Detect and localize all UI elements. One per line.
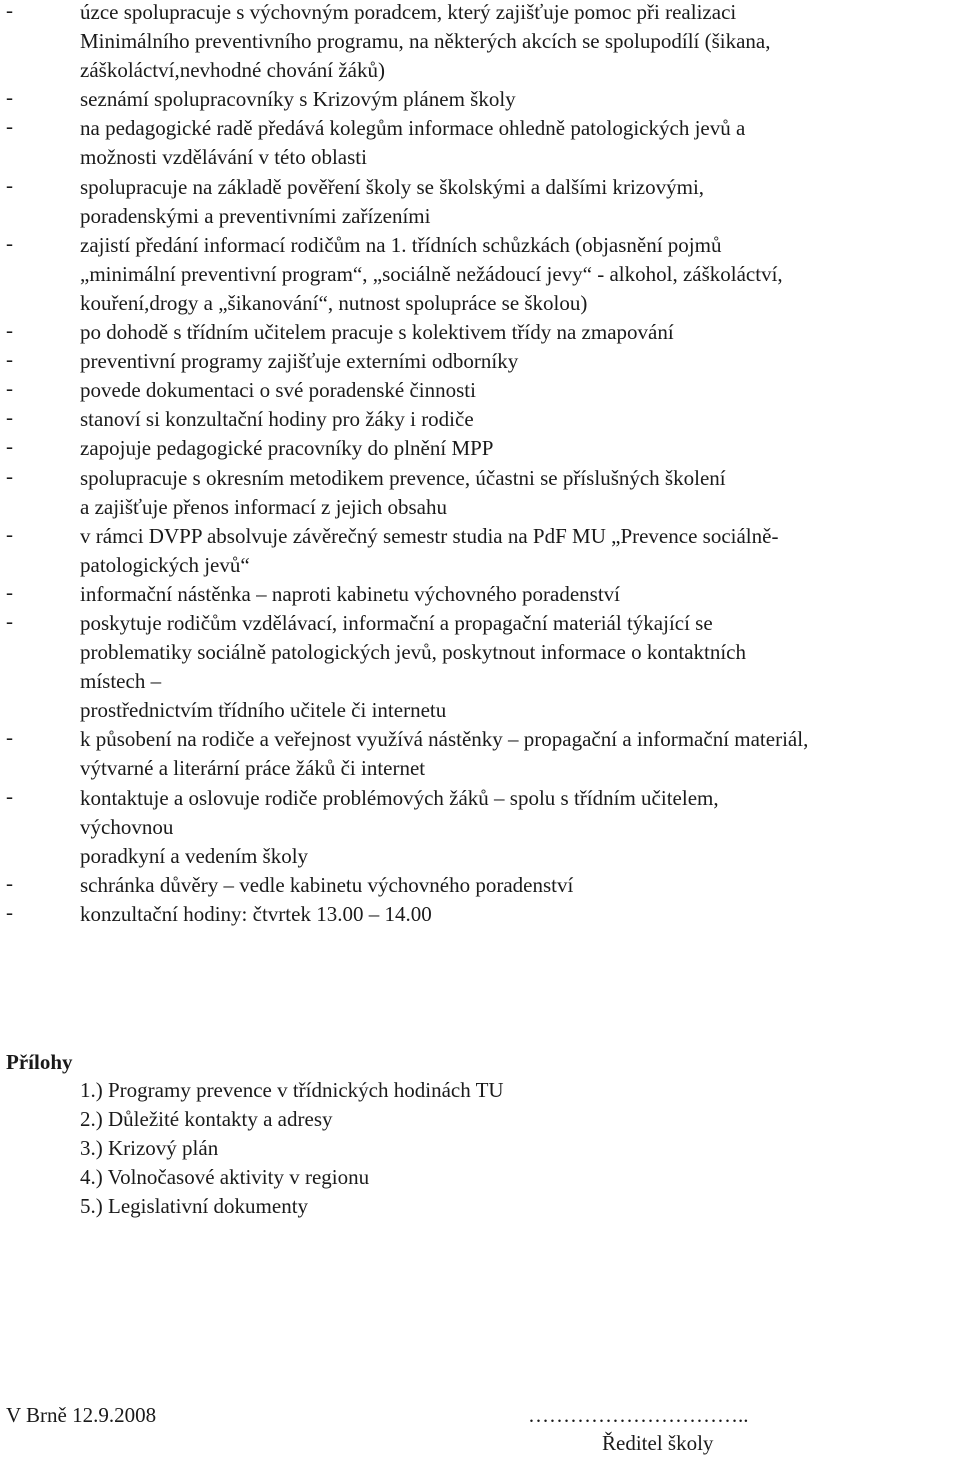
bullet-item <box>6 522 960 580</box>
bullet-item <box>6 464 960 522</box>
bullet-text-line: záškoláctví,nevhodné chování žáků) <box>80 58 385 83</box>
bullet-text-line: Minimálního preventivního programu, na některých akcích se spolupodílí (šikana, <box>80 29 771 54</box>
bullet-item <box>6 725 960 783</box>
bullet-text-line: stanoví si konzultační hodiny pro žáky i rodiče <box>80 407 474 432</box>
bullet-item <box>6 231 960 318</box>
bullet-dash: - <box>6 405 13 430</box>
bullet-item <box>6 784 960 871</box>
bullet-dash: - <box>6 376 13 401</box>
bullet-dash: - <box>6 434 13 459</box>
attachments-list <box>80 1076 504 1221</box>
bullet-text-line: místech – <box>80 669 162 694</box>
attachment-item: 3.) Krizový plán <box>80 1136 219 1161</box>
bullet-text-line: k působení na rodiče a veřejnost využívá nástěnky – propagační a informační materiál, <box>80 727 809 752</box>
bullet-text-line: poradenskými a preventivními zařízeními <box>80 203 431 228</box>
bullet-item <box>6 405 960 434</box>
bullet-item <box>6 114 960 172</box>
bullet-dash: - <box>6 230 13 255</box>
bullet-dash: - <box>6 172 13 197</box>
bullet-dash: - <box>6 347 13 372</box>
bullet-list <box>6 0 960 929</box>
bullet-text-line: na pedagogické radě předává kolegům informace ohledně patologických jevů a <box>80 116 746 141</box>
bullet-dash: - <box>6 521 13 546</box>
bullet-dash: - <box>6 608 13 633</box>
attachment-item: 5.) Legislativní dokumenty <box>80 1194 309 1219</box>
attachments-heading: Přílohy <box>6 1050 73 1074</box>
bullet-item <box>6 609 960 725</box>
bullet-dash: - <box>6 318 13 343</box>
bullet-item <box>6 0 960 85</box>
bullet-text-line: preventivní programy zajišťuje externími odborníky <box>80 349 519 374</box>
signature-label: Ředitel školy <box>602 1431 714 1455</box>
bullet-item <box>6 347 960 376</box>
bullet-text-line: možnosti vzdělávání v této oblasti <box>80 145 367 170</box>
bullet-text-line: spolupracuje s okresním metodikem prevence, účastni se příslušných školení <box>80 465 726 490</box>
bullet-text-line: schránka důvěry – vedle kabinetu výchovného poradenství <box>80 872 574 897</box>
bullet-text-line: „minimální preventivní program“, „sociálně nežádoucí jevy“ - alkohol, záškoláctví, <box>80 261 783 286</box>
bullet-dash: - <box>6 85 13 110</box>
bullet-item <box>6 173 960 231</box>
bullet-text-line: problematiky sociálně patologických jevů, poskytnout informace o kontaktních <box>80 640 747 665</box>
bullet-text-line: prostřednictvím třídního učitele či internetu <box>80 698 447 723</box>
bullet-text-line: kouření,drogy a „šikanování“, nutnost spolupráce se školou) <box>80 290 588 315</box>
attachment-item: 2.) Důležité kontakty a adresy <box>80 1107 333 1132</box>
bullet-dash: - <box>6 579 13 604</box>
bullet-text-line: informační nástěnka – naproti kabinetu výchovného poradenství <box>80 581 621 606</box>
attachment-item: 1.) Programy prevence v třídnických hodinách TU <box>80 1078 504 1102</box>
bullet-text-line: poskytuje rodičům vzdělávací, informační a propagační materiál týkající se <box>80 610 713 635</box>
bullet-text-line: v rámci DVPP absolvuje závěrečný semestr studia na PdF MU „Prevence sociálně- <box>80 523 779 548</box>
bullet-item <box>6 85 960 114</box>
bullet-text-line: úzce spolupracuje s výchovným poradcem, který zajišťuje pomoc při realizaci <box>80 0 737 24</box>
bullet-text-line: po dohodě s třídním učitelem pracuje s kolektivem třídy na zmapování <box>80 320 674 345</box>
bullet-text-line: výchovnou <box>80 814 174 839</box>
bullet-text-line: kontaktuje a oslovuje rodiče problémových žáků – spolu s třídním učitelem, <box>80 785 719 810</box>
bullet-dash: - <box>6 0 13 22</box>
attachment-item: 4.) Volnočasové aktivity v regionu <box>80 1165 370 1190</box>
bullet-item <box>6 434 960 463</box>
bullet-text-line: poradkyní a vedením školy <box>80 843 309 868</box>
bullet-text-line: seznámí spolupracovníky s Krizovým plánem školy <box>80 87 516 112</box>
signature-line: ………………………….. <box>528 1403 749 1427</box>
bullet-text-line: výtvarné a literární práce žáků či internet <box>80 756 426 781</box>
bullet-text-line: patologických jevů“ <box>80 552 250 577</box>
bullet-text-line: zapojuje pedagogické pracovníky do plnění MPP <box>80 436 494 461</box>
bullet-text-line: a zajišťuje přenos informací z jejich obsahu <box>80 494 448 519</box>
bullet-text-line: konzultační hodiny: čtvrtek 13.00 – 14.00 <box>80 901 432 926</box>
bullet-text-line: povede dokumentaci o své poradenské činnosti <box>80 378 476 403</box>
bullet-item <box>6 376 960 405</box>
bullet-dash: - <box>6 463 13 488</box>
bullet-item <box>6 318 960 347</box>
bullet-text-line: spolupracuje na základě pověření školy se školskými a dalšími krizovými, <box>80 174 705 199</box>
bullet-dash: - <box>6 114 13 139</box>
bullet-text-line: zajistí předání informací rodičům na 1. třídních schůzkách (objasnění pojmů <box>80 232 722 257</box>
bullet-dash: - <box>6 870 13 895</box>
bullet-dash: - <box>6 725 13 750</box>
bullet-dash: - <box>6 899 13 924</box>
bullet-item <box>6 900 960 929</box>
bullet-item <box>6 580 960 609</box>
bullet-dash: - <box>6 783 13 808</box>
place-date: V Brně 12.9.2008 <box>6 1403 157 1427</box>
bullet-item <box>6 871 960 900</box>
